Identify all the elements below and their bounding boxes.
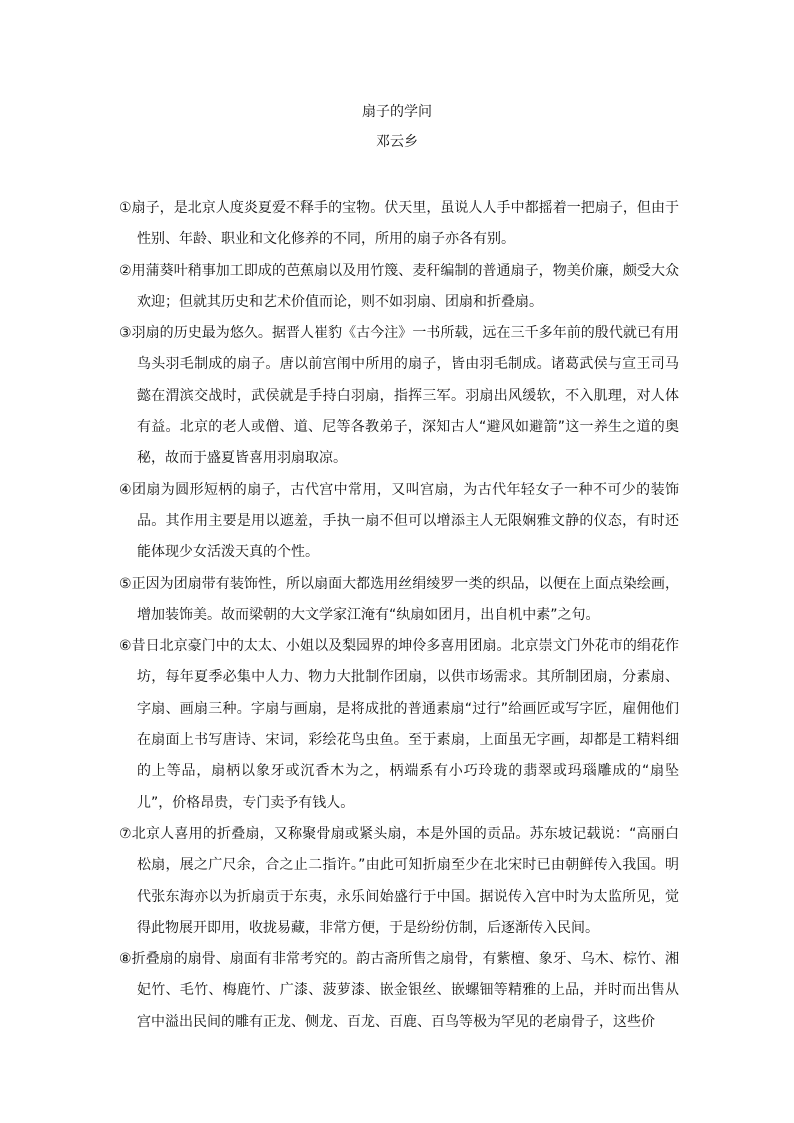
paragraph-4: ④团扇为圆形短柄的扇子，古代宫中常用，又叫宫扇，为古代年轻女子一种不可少的装饰品。其作用主要是用以遮羞，手执一扇不但可以增添主人无限娴雅文静的仪态，有时还能体现少女活泼天真的个性。 (119, 481, 679, 561)
paragraph-1: ①扇子，是北京人度炎夏爱不释手的宝物。伏天里，虽说人人手中都摇着一把扇子，但由于性别、年龄、职业和文化修养的不同，所用的扇子亦各有别。 (119, 200, 679, 248)
paragraph-5: ⑤正因为团扇带有装饰性，所以扇面大都选用丝绢绫罗一类的织品，以便在上面点染绘画，增加装饰美。故而梁朝的大文学家江淹有“纨扇如团月，出自机中素”之句。 (119, 575, 679, 623)
paragraph-6: ⑥昔日北京豪门中的太太、小姐以及梨园界的坤伶多喜用团扇。北京崇文门外花市的绢花作坊，每年夏季必集中人力、物力大批制作团扇，以供市场需求。其所制团扇，分素扇、字扇、画扇三种。字扇与画扇，是将成批的普通素扇“过行”给画匠或写字匠，雇佣他们在扇面上书写唐诗、宋词，彩绘花鸟虫鱼。至于素扇，上面虽无字画，却都是工精料细的上等品，扇柄以象牙或沉香木为之，柄端系有小巧玲珑的翡翠或玛瑙雕成的“扇坠儿”，价格昂贵，专门卖予有钱人。 (119, 638, 679, 811)
article-body (119, 193, 679, 1038)
paragraph-3: ③羽扇的历史最为悠久。据晋人崔豹《古今注》一书所载，远在三千多年前的殷代就已有用鸟头羽毛制成的扇子。唐以前宫闱中所用的扇子，皆由羽毛制成。诸葛武侯与宣王司马懿在渭滨交战时，武侯就是手持白羽扇，指挥三军。羽扇出风缓软，不入肌理，对人体有益。北京的老人或僧、道、尼等各教弟子，深知古人“避风如避箭”这一养生之道的奥秘，故而于盛夏皆喜用羽扇取凉。 (119, 325, 679, 467)
paragraph-2: ②用蒲葵叶稍事加工即成的芭蕉扇以及用竹篾、麦秆编制的普通扇子，物美价廉，颇受大众欢迎；但就其历史和艺术价值而论，则不如羽扇、团扇和折叠扇。 (119, 262, 679, 310)
paragraph-7: ⑦北京人喜用的折叠扇，又称聚骨扇或紧头扇，本是外国的贡品。苏东坡记载说：“高丽白松扇，展之广尺余，合之止二指许。”由此可知折扇至少在北宋时已由朝鲜传入我国。明代张东海亦以为折扇贡于东夷，永乐间始盛行于中国。据说传入宫中时为太监所见，觉得此物展开即用，收拢易藏，非常方便，于是纷纷仿制，后逐渐传入民间。 (119, 825, 679, 936)
article-author: 邓云乡 (376, 134, 418, 150)
article-title: 扇子的学问 (362, 104, 432, 120)
paragraph-8: ⑧折叠扇的扇骨、扇面有非常考究的。韵古斋所售之扇骨，有紫檀、象牙、乌木、棕竹、湘妃竹、毛竹、梅鹿竹、广漆、菠萝漆、嵌金银丝、嵌螺钿等精雅的上品，并时而出售从宫中溢出民间的雕有正龙、侧龙、百龙、百鹿、百鸟等极为罕见的老扇骨子，这些价 (119, 951, 679, 1030)
